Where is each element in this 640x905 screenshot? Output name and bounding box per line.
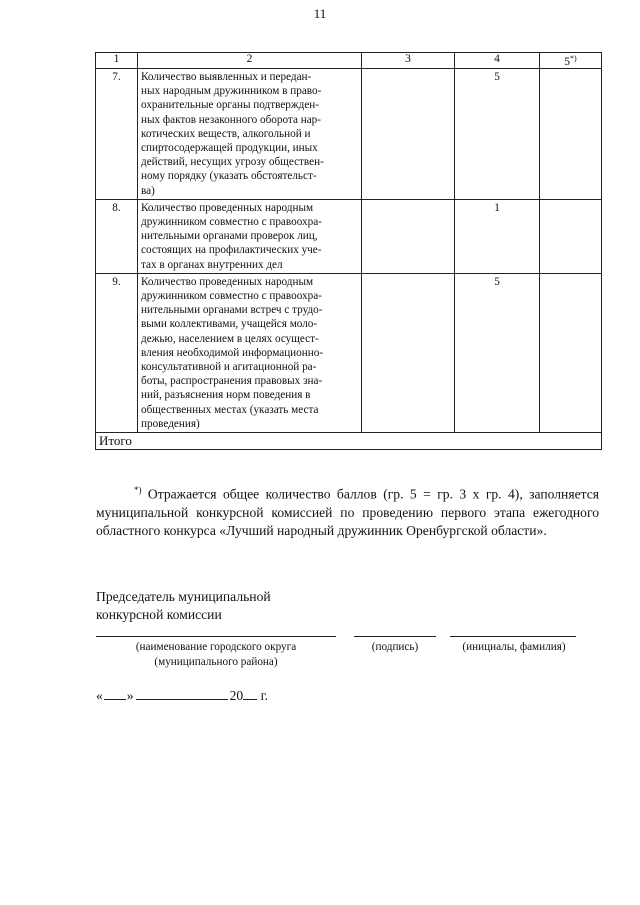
header-col-4: 4 <box>455 53 540 69</box>
row-points: 1 <box>455 199 540 273</box>
row-col5 <box>540 273 602 432</box>
header-col-1: 1 <box>96 53 138 69</box>
initials-line <box>450 636 576 637</box>
header-col-2: 2 <box>138 53 362 69</box>
table-row <box>96 69 602 200</box>
row-description: Количество выявленных и передан- ных народным дружинником в право- охранительные органы подтвержден- ных фактов незаконного оборота нар- котических веществ, алкогольной и спиртосодержащей продукции, иных действий, несущих угрозу обществен- ному порядку (указать обстоятельст- ва) <box>138 69 362 200</box>
table-header-row <box>96 53 602 69</box>
row-points: 5 <box>455 69 540 200</box>
row-col3 <box>362 273 455 432</box>
row-points: 5 <box>455 273 540 432</box>
header-col-5: 5*) <box>540 53 602 69</box>
org-name-line <box>96 636 336 637</box>
row-col3 <box>362 199 455 273</box>
total-row <box>96 433 602 450</box>
rating-table <box>95 52 602 450</box>
signature-caption: (подпись) <box>371 641 419 653</box>
table-row <box>96 199 602 273</box>
row-col3 <box>362 69 455 200</box>
org-name-caption: (наименование городского округа (муниципального района) <box>135 641 297 668</box>
row-col5 <box>540 69 602 200</box>
signature-line <box>354 636 436 637</box>
initials-caption: (инициалы, фамилия) <box>462 641 566 653</box>
header-col-3: 3 <box>362 53 455 69</box>
total-label: Итого <box>96 433 602 450</box>
row-number: 9. <box>96 273 138 432</box>
table-row <box>96 273 602 432</box>
month-blank <box>136 699 228 700</box>
row-description: Количество проведенных народным дружинником совместно с правоохра- нительными органами встреч с трудо- выми коллективами, учащейся моло- дежью, населением в целях осущест- вления необходимой информационно- консультативной и агитационной ра- боты, распространения правовых зна- ний, разъяснения норм поведения в общественных местах (указать места проведения) <box>138 273 362 432</box>
row-description: Количество проведенных народным дружинником совместно с правоохра- нительными органами проверок лиц, состоящих на профилактических уче- тах в органах внутренних дел <box>138 199 362 273</box>
date-line: « » 20 г. <box>96 688 269 703</box>
signatory-title: Председатель муниципальной конкурсной комиссии <box>96 589 271 622</box>
footnote-mark: *) <box>134 485 142 495</box>
row-number: 7. <box>96 69 138 200</box>
day-blank <box>104 699 126 700</box>
footnote <box>96 481 599 540</box>
page-number: 11 <box>313 6 327 21</box>
footnote-mark: *) <box>570 54 577 63</box>
row-col5 <box>540 199 602 273</box>
footnote-text: Отражается общее количество баллов (гр. 5 = гр. 3 х гр. 4), заполняется муниципальной конкурсной комиссией по проведению первого этапа ежегодного областного конкурса «Лучший народный дружинник Оренбургской области». <box>96 486 599 538</box>
year-blank <box>243 699 257 700</box>
row-number: 8. <box>96 199 138 273</box>
